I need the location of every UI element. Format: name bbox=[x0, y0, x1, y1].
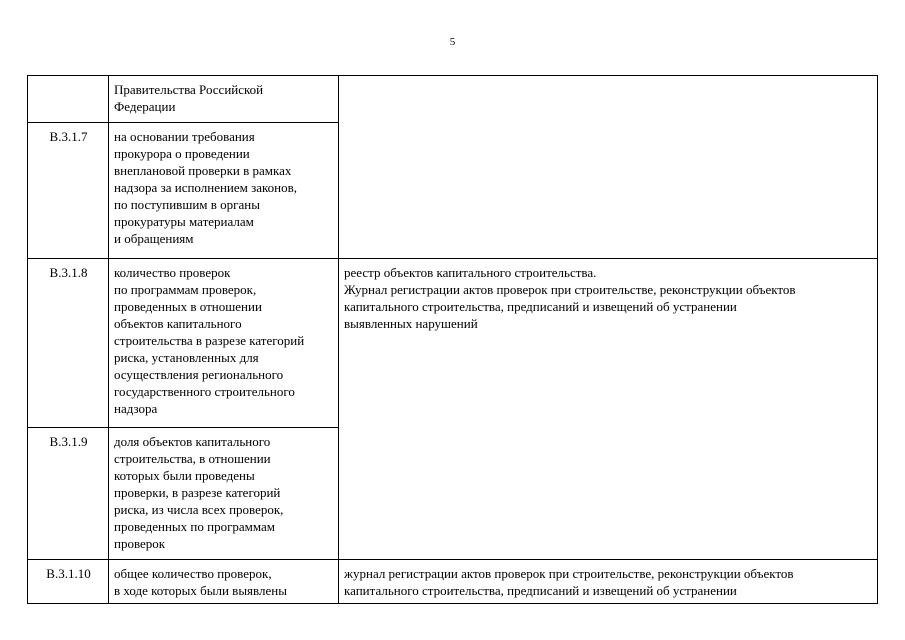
indicator-code-cell bbox=[28, 76, 109, 123]
page-number: 5 bbox=[449, 36, 456, 48]
indicator-code-cell: В.3.1.10 bbox=[28, 560, 109, 604]
indicator-description-cell: общее количество проверок, в ходе которых были выявлены bbox=[109, 560, 339, 604]
indicators-table bbox=[27, 75, 878, 604]
data-source-cell: журнал регистрации актов проверок при строительстве, реконструкции объектов капитального строительства, предписаний и извещений об устранении bbox=[339, 560, 878, 604]
indicator-description-cell: Правительства Российской Федерации bbox=[109, 76, 339, 123]
table-row bbox=[28, 259, 878, 428]
indicator-code-cell: В.3.1.8 bbox=[28, 259, 109, 428]
indicator-code-cell: В.3.1.9 bbox=[28, 428, 109, 560]
indicator-description-cell: на основании требования прокурора о проведении внеплановой проверки в рамках надзора за исполнением законов, по поступившим в органы прокуратуры материалам и обращениям bbox=[109, 123, 339, 259]
data-source-cell bbox=[339, 76, 878, 259]
table-row bbox=[28, 76, 878, 123]
table-row bbox=[28, 560, 878, 604]
data-source-cell: реестр объектов капитального строительства. Журнал регистрации актов проверок при строительстве, реконструкции объектов капитального строительства, предписаний и извещений об устранении выявленных нарушений bbox=[339, 259, 878, 560]
indicator-description-cell: количество проверок по программам проверок, проведенных в отношении объектов капитального строительства в разрезе категорий риска, установленных для осуществления регионального государственного строительного надзора bbox=[109, 259, 339, 428]
indicator-description-cell: доля объектов капитального строительства, в отношении которых были проведены проверки, в разрезе категорий риска, из числа всех проверок, проведенных по программам проверок bbox=[109, 428, 339, 560]
indicator-code-cell: В.3.1.7 bbox=[28, 123, 109, 259]
